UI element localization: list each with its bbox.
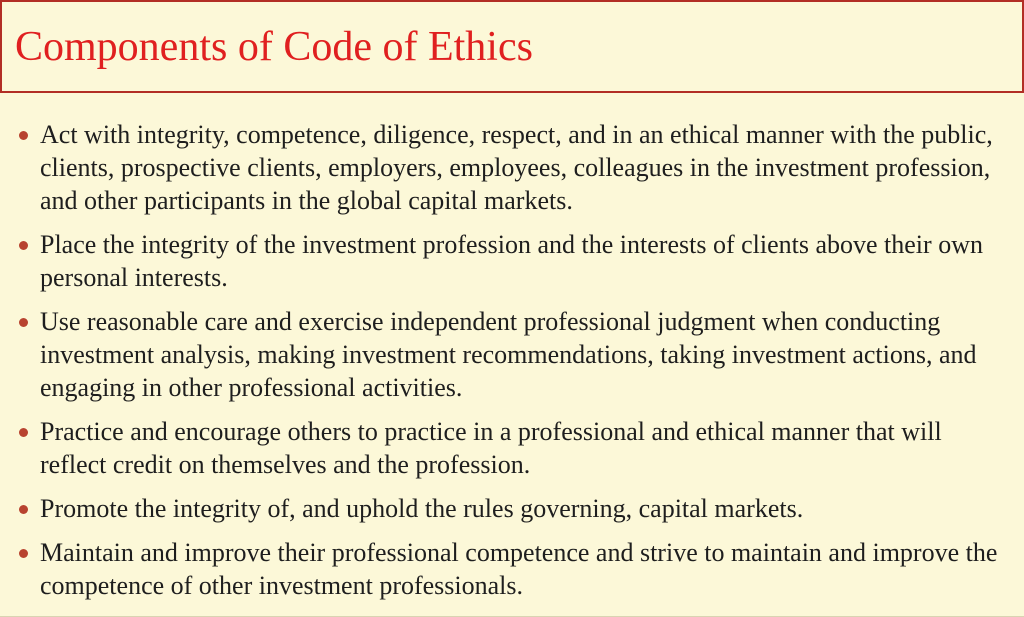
bullet-icon	[19, 549, 28, 558]
bullet-text: Use reasonable care and exercise independent professional judgment when conducting investment analysis, making investment recommendations, taking investment actions, and engaging in other professional activities.	[40, 307, 977, 402]
bullet-list	[0, 93, 1024, 602]
bullet-text: Act with integrity, competence, diligence, respect, and in an ethical manner with the public, clients, prospective clients, employers, employees, colleagues in the investment profession, and other participants in the global capital markets.	[40, 120, 993, 215]
list-item	[18, 228, 1010, 294]
title-banner	[0, 0, 1024, 93]
list-item	[18, 492, 1010, 525]
list-item	[18, 305, 1010, 404]
bullet-text: Practice and encourage others to practice in a professional and ethical manner that will reflect credit on themselves and the profession.	[40, 417, 942, 479]
bullet-icon	[19, 428, 28, 437]
bullet-icon	[19, 505, 28, 514]
bullet-text: Promote the integrity of, and uphold the rules governing, capital markets.	[40, 494, 804, 523]
list-item	[18, 536, 1010, 602]
bullet-icon	[19, 241, 28, 250]
bullet-text: Place the integrity of the investment profession and the interests of clients above their own personal interests.	[40, 230, 983, 292]
list-item	[18, 415, 1010, 481]
list-item	[18, 118, 1010, 217]
bullet-icon	[19, 131, 28, 140]
bullet-text: Maintain and improve their professional competence and strive to maintain and improve the competence of other investment professionals.	[40, 538, 998, 600]
page-title: Components of Code of Ethics	[15, 23, 533, 70]
bullet-icon	[19, 318, 28, 327]
